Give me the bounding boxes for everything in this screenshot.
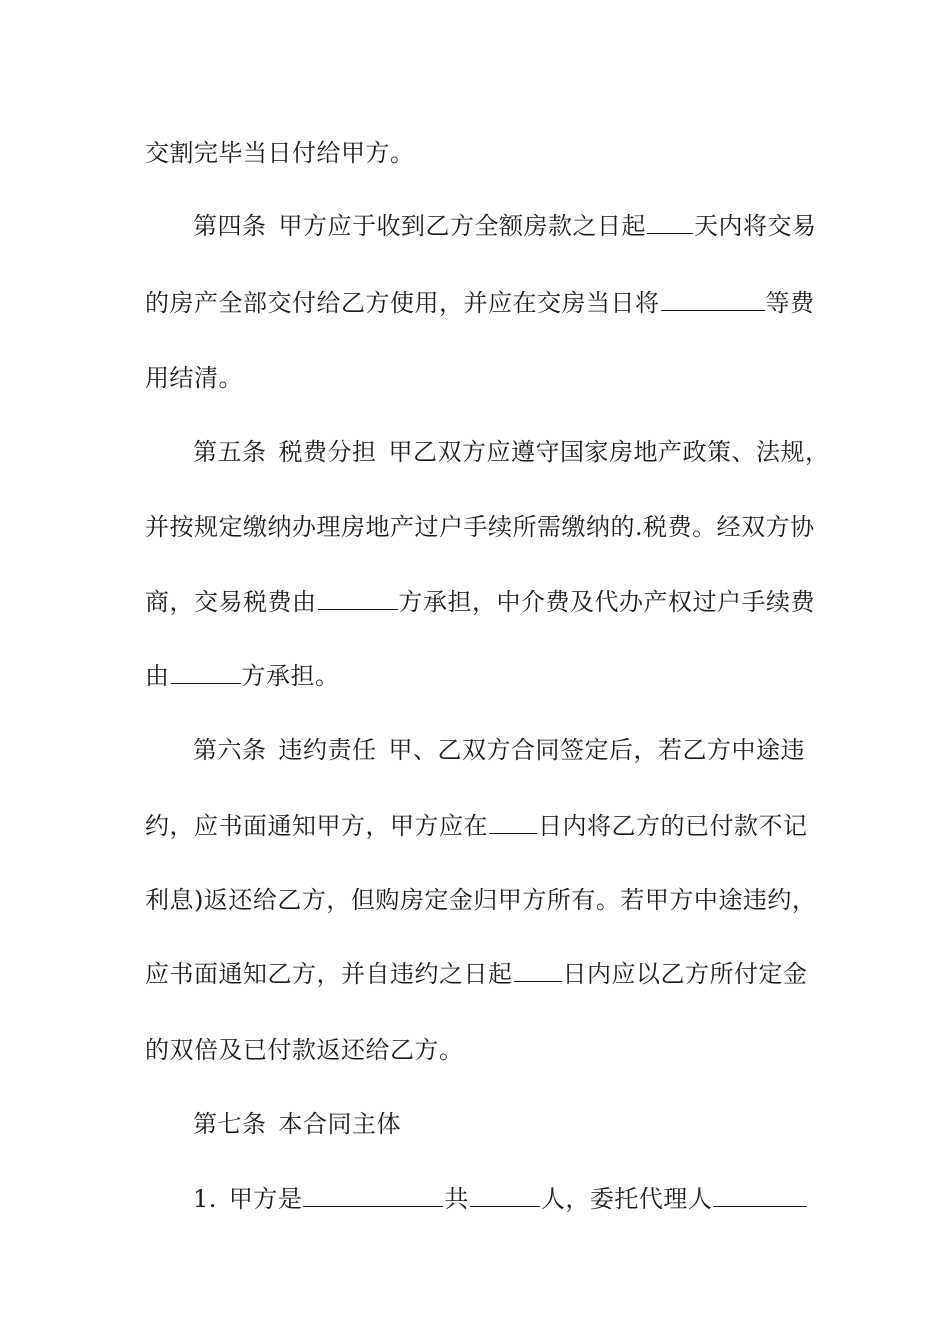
blank-field-agent-name[interactable] xyxy=(713,1184,807,1207)
blank-field-party-a-name[interactable] xyxy=(303,1184,443,1207)
line-text: 共 xyxy=(444,1185,469,1213)
paragraph-line-13 xyxy=(145,1034,464,1066)
line-text: 交割完毕当日付给甲方。 xyxy=(145,139,415,167)
line-text: 的双倍及已付款返还给乙方。 xyxy=(145,1036,464,1064)
article-6-heading-line xyxy=(193,734,805,766)
blank-field-days[interactable] xyxy=(647,211,693,234)
blank-field-fees[interactable] xyxy=(661,288,765,311)
blank-field-agency-party[interactable] xyxy=(171,661,241,684)
article-number: 第四条 xyxy=(193,212,267,240)
line-text: 商，交易税费由 xyxy=(145,588,317,616)
line-text: 由 xyxy=(145,662,170,690)
line-text: 日内将乙方的已付款不记 xyxy=(538,812,808,840)
paragraph-line-11 xyxy=(145,884,816,916)
line-text: 甲乙双方应遵守国家房地产政策、法规， xyxy=(388,438,830,466)
paragraph-line-8 xyxy=(145,660,340,692)
list-number: 1. xyxy=(193,1185,217,1213)
blank-field-refund-days[interactable] xyxy=(489,811,537,834)
line-text: 天内将交易 xyxy=(694,212,817,240)
article-number: 第五条 xyxy=(193,438,267,466)
paragraph-line-10 xyxy=(145,810,808,842)
paragraph-line-12 xyxy=(145,958,808,990)
blank-field-tax-party[interactable] xyxy=(318,587,398,610)
article-title: 税费分担 xyxy=(278,438,377,466)
line-text: 甲、乙双方合同签定后，若乙方中途违 xyxy=(388,736,805,764)
line-text: 人，委托代理人 xyxy=(540,1185,713,1213)
paragraph-line-4 xyxy=(145,362,243,394)
line-text: 方承担。 xyxy=(241,662,340,690)
blank-field-penalty-days[interactable] xyxy=(514,959,562,982)
line-text: 方承担，中介费及代办产权过户手续费 xyxy=(398,588,815,616)
article-title: 本合同主体 xyxy=(278,1110,401,1138)
paragraph-line-7 xyxy=(145,586,815,618)
line-text: 约，应书面通知甲方，甲方应在 xyxy=(145,812,488,840)
paragraph-line-6 xyxy=(145,511,815,543)
line-text: 甲方是 xyxy=(228,1185,303,1213)
party-a-line xyxy=(193,1183,808,1215)
line-text: 并按规定缴纳办理房地产过户手续所需缴纳的.税费。经双方协 xyxy=(145,513,815,541)
paragraph-line-1 xyxy=(145,137,415,169)
paragraph-line-3 xyxy=(145,287,815,319)
line-text: 日内应以乙方所付定金 xyxy=(562,960,808,988)
line-text: 甲方应于收到乙方全额房款之日起 xyxy=(278,212,646,240)
article-number: 第七条 xyxy=(193,1110,267,1138)
line-text: 应书面通知乙方，并自违约之日起 xyxy=(145,960,513,988)
article-title: 违约责任 xyxy=(278,736,377,764)
article-number: 第六条 xyxy=(193,736,267,764)
line-text: 利息)返还给乙方，但购房定金归甲方所有。若甲方中途违约， xyxy=(145,886,817,914)
line-text: 等费 xyxy=(765,289,815,317)
line-text: 用结清。 xyxy=(145,364,243,392)
article-5-heading-line xyxy=(193,436,830,468)
article-7-heading-line xyxy=(193,1108,401,1140)
line-text: 的房产全部交付给乙方使用，并应在交房当日将 xyxy=(145,289,660,317)
blank-field-party-a-count[interactable] xyxy=(470,1184,540,1207)
article-4-heading-line xyxy=(193,210,817,242)
